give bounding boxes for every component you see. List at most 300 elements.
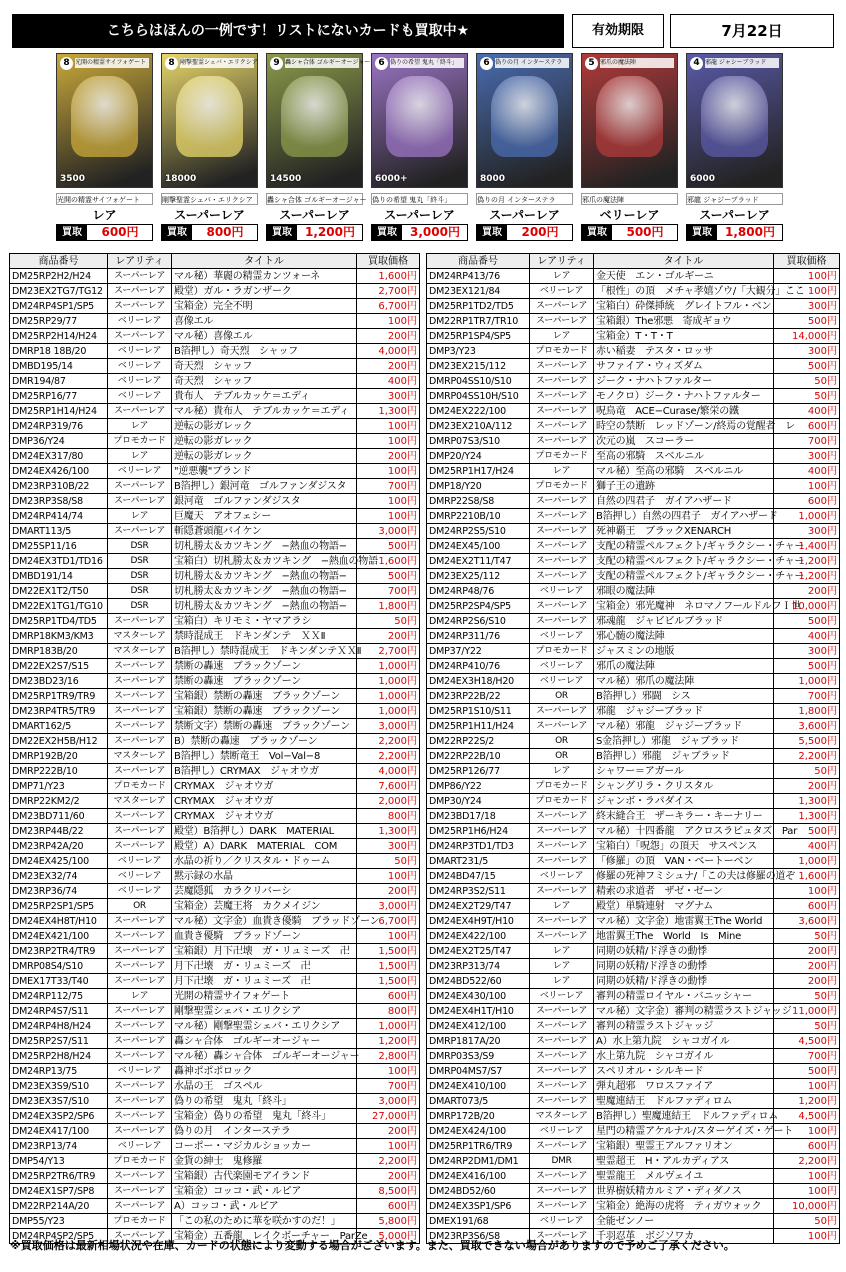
rarity: マスターレア: [108, 794, 172, 809]
table-row: [10, 629, 420, 644]
table-row: [427, 689, 840, 704]
product-code: DMP37/Y22: [427, 644, 530, 659]
rarity: スーパーレア: [108, 1019, 172, 1034]
product-code: DMRP04SS10H/S10: [427, 389, 530, 404]
card-title: 邪眼の魔法陣: [594, 584, 774, 599]
rarity: DSR: [108, 584, 172, 599]
rarity: スーパーレア: [108, 284, 172, 299]
buy-price: 3,000円: [357, 899, 420, 914]
card-title: 同期の妖精/ド浮きの動悸: [594, 959, 774, 974]
card-title: 宝箱金）絶海の虎将 ティガウォック: [594, 1199, 774, 1214]
product-code: DM23BD17/18: [427, 809, 530, 824]
card-title: 同期の妖精/ド浮きの動悸: [594, 944, 774, 959]
card-title: 禁断の轟速 ブラックゾーン: [172, 674, 357, 689]
card-title: B箔押し）銀河竜 ゴルファンダジスタ: [172, 479, 357, 494]
table-row: [10, 914, 420, 929]
header-code: 商品番号: [427, 254, 530, 269]
product-code: DM24RP2S5/S10: [427, 524, 530, 539]
table-row: [10, 284, 420, 299]
rarity: ベリーレア: [108, 359, 172, 374]
product-code: DM25RP29/77: [10, 314, 108, 329]
table-row: [10, 689, 420, 704]
table-row: [427, 1214, 840, 1229]
card-title: サファイア・ウィズダム: [594, 359, 774, 374]
buy-price: 3,000円: [357, 524, 420, 539]
rarity: レア: [530, 959, 594, 974]
product-code: DMRP07S3/S10: [427, 434, 530, 449]
product-code: DM22RP22B/10: [427, 749, 530, 764]
card-title: 宝箱金）芸魔王将 カクメイジン: [172, 899, 357, 914]
buy-price: 300円: [774, 449, 840, 464]
product-code: DM24BD52/60: [427, 1184, 530, 1199]
table-row: [10, 764, 420, 779]
rarity: スーパーレア: [108, 524, 172, 539]
rarity: プロモカード: [530, 644, 594, 659]
card-rarity: レア: [92, 208, 117, 222]
card-name: 偽りの月 インターステラ: [476, 193, 573, 205]
rarity: スーパーレア: [108, 674, 172, 689]
product-code: DM25RP1SP4/SP5: [427, 329, 530, 344]
product-code: DM24EX3SP1/SP6: [427, 1199, 530, 1214]
card-image-title: 轟シャ合体 ゴルギーオージャー: [285, 59, 371, 66]
rarity: スーパーレア: [108, 404, 172, 419]
featured-cards: [56, 53, 796, 243]
rarity: スーパーレア: [530, 554, 594, 569]
table-row: [427, 959, 840, 974]
buy-price: 2,200円: [774, 749, 840, 764]
buy-price: 14,000円: [774, 329, 840, 344]
buy-price: 2,000円: [357, 794, 420, 809]
card-title: 切札勝太＆カツキング −熱血の物語−: [172, 584, 357, 599]
table-row: [10, 1064, 420, 1079]
card-rarity: スーパーレア: [384, 208, 455, 222]
buy-price: 1,000円: [357, 704, 420, 719]
featured-card: [686, 53, 783, 243]
table-row: [427, 569, 840, 584]
buy-price: 8,500円: [357, 1184, 420, 1199]
buy-price: 50円: [774, 389, 840, 404]
table-row: [427, 599, 840, 614]
card-rarity: ベリーレア: [599, 208, 660, 222]
buy-price: 700円: [357, 479, 420, 494]
card-rarity: スーパーレア: [279, 208, 350, 222]
price-value: 1,800円: [725, 225, 775, 239]
card-title: B箔押し）自然の四君子 ガイアハザード: [594, 509, 774, 524]
buy-price: 200円: [357, 359, 420, 374]
card-title: 月下卍壊 ガ・リュミーズ 卍: [172, 974, 357, 989]
buy-price: 600円: [357, 989, 420, 1004]
rarity: スーパーレア: [108, 1079, 172, 1094]
table-row: [10, 269, 420, 284]
product-code: DM22EX2S7/S15: [10, 659, 108, 674]
card-title: 支配の精霊ペルフェクト/ギャラクシー・チャー: [594, 554, 774, 569]
rarity: スーパーレア: [108, 974, 172, 989]
card-title: マル秘）華麗の精霊カンツォーネ: [172, 269, 357, 284]
table-row: [427, 824, 840, 839]
table-row: [427, 1079, 840, 1094]
buy-price: 1,200円: [774, 554, 840, 569]
table-row: [10, 824, 420, 839]
buy-price: 600円: [774, 899, 840, 914]
buy-price: 300円: [774, 644, 840, 659]
card-title: B箔押し）奇天烈 シャッフ: [172, 344, 357, 359]
card-title: マル秘）喜像エル: [172, 329, 357, 344]
product-code: DM25RP1TR9/TR9: [10, 689, 108, 704]
table-row: [10, 1019, 420, 1034]
card-title: 「根性」の頂 メチャ孝嬉ゾウ/「大観分」ここ: [594, 284, 774, 299]
table-row: [427, 1184, 840, 1199]
price-value: 1,200円: [305, 225, 355, 239]
product-code: DM24RP3TD1/TD3: [427, 839, 530, 854]
table-row: [427, 1199, 840, 1214]
buy-price: 100円: [357, 314, 420, 329]
card-title: 邪魂龍 ジャビビルブラッド: [594, 614, 774, 629]
table-row: [10, 1169, 420, 1184]
rarity: スーパーレア: [530, 854, 594, 869]
product-code: DM24RP4S7/S11: [10, 1004, 108, 1019]
buy-price: 100円: [357, 464, 420, 479]
product-code: DM23RP3S6/S8: [427, 1229, 530, 1244]
price-list-right: [426, 253, 840, 1244]
price-list-left: [9, 253, 420, 1244]
table-row: [10, 644, 420, 659]
product-code: DM24BD47/15: [427, 869, 530, 884]
featured-card: [581, 53, 678, 243]
product-code: DMP18/Y20: [427, 479, 530, 494]
rarity: スーパーレア: [530, 809, 594, 824]
rarity: DSR: [108, 554, 172, 569]
card-title: 芸魔隠狐 カラクリバーシ: [172, 884, 357, 899]
buy-price: 200円: [357, 449, 420, 464]
table-row: [10, 1109, 420, 1124]
rarity: スーパーレア: [108, 269, 172, 284]
featured-card: [266, 53, 371, 243]
card-title: 偽りの月 インターステラ: [172, 1124, 357, 1139]
rarity: スーパーレア: [108, 659, 172, 674]
buy-price: 500円: [357, 569, 420, 584]
product-code: DMP71/Y23: [10, 779, 108, 794]
buy-price: 600円: [774, 1139, 840, 1154]
rarity: DMR: [530, 1154, 594, 1169]
card-title: 聖霊龍王 メルヴェイユ: [594, 1169, 774, 1184]
card-title: B箔押し）聖魔連結王 ドルファディロム: [594, 1109, 774, 1124]
rarity: スーパーレア: [530, 404, 594, 419]
price-value: 800円: [206, 225, 244, 239]
rarity: プロモカード: [530, 779, 594, 794]
card-title: 金天使 エン・ゴルギーニ: [594, 269, 774, 284]
rarity: ベリーレア: [108, 1139, 172, 1154]
rarity: レア: [530, 764, 594, 779]
table-row: [10, 1154, 420, 1169]
card-title: マル秘）十四番龍 アクロスラピュタズ Par: [594, 824, 774, 839]
rarity: スーパーレア: [530, 914, 594, 929]
product-code: DM25RP1H6/H24: [427, 824, 530, 839]
table-row: [10, 974, 420, 989]
table-row: [10, 1214, 420, 1229]
card-title: 水晶の祈り／クリスタル・ドゥーム: [172, 854, 357, 869]
table-row: [427, 419, 840, 434]
buy-price: 4,000円: [357, 344, 420, 359]
card-title: 銀河竜 ゴルファンダジスタ: [172, 494, 357, 509]
buy-price: 200円: [774, 974, 840, 989]
table-row: [427, 329, 840, 344]
rarity: レア: [530, 944, 594, 959]
buy-price: 800円: [357, 809, 420, 824]
card-title: マル秘）文字金）血貴き優騎 ブラッドゾーン: [172, 914, 357, 929]
rarity: スーパーレア: [530, 1049, 594, 1064]
table-row: [10, 779, 420, 794]
header-price: 買取価格: [774, 254, 840, 269]
card-title: 奇天烈 シャッフ: [172, 374, 357, 389]
buy-price: 1,000円: [357, 689, 420, 704]
rarity: スーパーレア: [530, 539, 594, 554]
card-title: 宝箱白）キリモミ・ヤマアラシ: [172, 614, 357, 629]
buy-price: 1,200円: [357, 1034, 420, 1049]
card-image-title: 邪龍 ジャシーブラッド: [705, 58, 779, 68]
rarity: ベリーレア: [108, 464, 172, 479]
rarity: DSR: [108, 599, 172, 614]
card-title: 逆転の影ガレック: [172, 419, 357, 434]
buy-price: 500円: [774, 614, 840, 629]
product-code: DMRP183B/20: [10, 644, 108, 659]
table-row: [10, 1094, 420, 1109]
table-row: [10, 614, 420, 629]
buy-price: 200円: [357, 329, 420, 344]
card-image: [686, 53, 783, 188]
rarity: スーパーレア: [108, 689, 172, 704]
card-title: 支配の精霊ペルフェクト/ギャラクシー・チャー: [594, 569, 774, 584]
product-code: DM24RP4SP1/SP5: [10, 299, 108, 314]
price-value: 3,000円: [410, 225, 460, 239]
card-title: マル秘）至高の邪騎 スベルニル: [594, 464, 774, 479]
card-title: 逆転の影ガレック: [172, 434, 357, 449]
buy-price: 1,600円: [357, 269, 420, 284]
rarity: プロモカード: [530, 479, 594, 494]
product-code: DM23RP42A/20: [10, 839, 108, 854]
buy-price: 300円: [774, 344, 840, 359]
table-row: [10, 794, 420, 809]
card-cost: 8: [60, 57, 73, 70]
product-code: DM23EX2TG7/TG12: [10, 284, 108, 299]
buy-price: 800円: [357, 1004, 420, 1019]
table-row: [10, 854, 420, 869]
product-code: DM24RP410/76: [427, 659, 530, 674]
rarity: DSR: [108, 539, 172, 554]
buy-price: 300円: [774, 299, 840, 314]
product-code: DM24EX4H1T/H10: [427, 1004, 530, 1019]
buy-price: 50円: [774, 764, 840, 779]
rarity: スーパーレア: [108, 839, 172, 854]
card-title: 精索の求道者 ザゼ・ゼーン: [594, 884, 774, 899]
buy-price: 600円: [774, 494, 840, 509]
product-code: DM24RP48/76: [427, 584, 530, 599]
table-row: [10, 869, 420, 884]
card-title: 血貴き優騎 ブラッドゾーン: [172, 929, 357, 944]
table-row: [427, 719, 840, 734]
rarity: スーパーレア: [108, 944, 172, 959]
buy-price: 700円: [774, 1049, 840, 1064]
rarity: スーパーレア: [530, 929, 594, 944]
card-title: 同期の妖精/ド浮きの動悸: [594, 974, 774, 989]
product-code: DM25RP1TD2/TD5: [427, 299, 530, 314]
buy-price: 1,000円: [357, 674, 420, 689]
buy-price: 400円: [357, 374, 420, 389]
product-code: DM24EX2T29/T47: [427, 899, 530, 914]
rarity: スーパーレア: [108, 299, 172, 314]
table-row: [10, 1034, 420, 1049]
card-title: 審判の精霊ラストジャッジ: [594, 1019, 774, 1034]
product-code: DM23BD23/16: [10, 674, 108, 689]
product-code: DM25SP11/16: [10, 539, 108, 554]
buy-price: 50円: [357, 854, 420, 869]
product-code: DM23EX210A/112: [427, 419, 530, 434]
card-power: 18000: [165, 174, 197, 184]
buy-price: 50円: [774, 1214, 840, 1229]
product-code: DM25RP16/77: [10, 389, 108, 404]
card-cost: 9: [270, 57, 283, 70]
card-image: [371, 53, 468, 188]
buy-price: 2,200円: [357, 749, 420, 764]
product-code: DM25RP1TD4/TD5: [10, 614, 108, 629]
buy-price: 300円: [357, 389, 420, 404]
rarity: スーパーレア: [530, 509, 594, 524]
buy-price: 100円: [357, 494, 420, 509]
card-rarity: スーパーレア: [174, 208, 245, 222]
card-title: 宝箱銀）月下卍壊 ガ・リュミーズ 卍: [172, 944, 357, 959]
rarity: スーパーレア: [530, 494, 594, 509]
buy-price: 500円: [774, 314, 840, 329]
card-title: B箔押し）禁時混成王 ドキンダンテＸＸⅡ: [172, 644, 357, 659]
table-row: [10, 299, 420, 314]
card-figure: [281, 76, 348, 157]
buy-price: 200円: [774, 779, 840, 794]
table-row: [10, 539, 420, 554]
buy-price: 1,300円: [357, 824, 420, 839]
card-title: ジャスミンの地版: [594, 644, 774, 659]
product-code: DM25RP2SP4/SP5: [427, 599, 530, 614]
table-header-row: [10, 254, 420, 269]
product-code: DM22EX1TG1/TG10: [10, 599, 108, 614]
rarity: ベリーレア: [530, 629, 594, 644]
table-row: [427, 884, 840, 899]
rarity: スーパーレア: [530, 1064, 594, 1079]
buy-price: 2,700円: [357, 644, 420, 659]
table-row: [427, 764, 840, 779]
buy-price: 6,700円: [357, 299, 420, 314]
card-title: 宝箱白）砕傑挿統 グレイトフル・ベン: [594, 299, 774, 314]
header-rarity: レアリティ: [530, 254, 594, 269]
card-title: マル秘）邪爪の魔法陣: [594, 674, 774, 689]
rarity: スーパーレア: [108, 494, 172, 509]
product-code: DMEX17T33/T40: [10, 974, 108, 989]
card-title: 偽りの希望 鬼丸「終斗」: [172, 1094, 357, 1109]
product-code: DM25RP2H14/H24: [10, 329, 108, 344]
price-label: 買取: [687, 225, 717, 240]
card-title: 呪鳥竜 ACE−Curase/繁栄の鐵: [594, 404, 774, 419]
table-row: [427, 704, 840, 719]
card-title: 地雷翼王The World Is Mine: [594, 929, 774, 944]
product-code: DM24EX430/100: [427, 989, 530, 1004]
table-row: [10, 509, 420, 524]
card-title: モノクロ）ジーク・ナハトファルター: [594, 389, 774, 404]
rarity: スーパーレア: [108, 614, 172, 629]
card-title: 水晶の王 ゴスペル: [172, 1079, 357, 1094]
buy-price: 1,400円: [774, 539, 840, 554]
card-title: 至高の邪騎 スベルニル: [594, 449, 774, 464]
product-code: DM22RP1TR7/TR10: [427, 314, 530, 329]
table-row: [427, 629, 840, 644]
product-code: DM24RP2DM1/DM1: [427, 1154, 530, 1169]
table-row: [427, 1139, 840, 1154]
card-title: 審判の精霊ロイヤル・バニッシャー: [594, 989, 774, 1004]
buy-price: 200円: [357, 884, 420, 899]
header: [12, 14, 834, 48]
card-image: [161, 53, 258, 188]
card-title: 水上第九院 シャコガイル: [594, 1049, 774, 1064]
rarity: スーパーレア: [108, 479, 172, 494]
buy-price: 100円: [357, 1139, 420, 1154]
card-title: 剛撃聖霊シェバ・エリクシア: [172, 1004, 357, 1019]
buy-price: 700円: [774, 689, 840, 704]
card-title: 宝箱銀）聖霊王アルファリオン: [594, 1139, 774, 1154]
expiry-label: 有効期限: [572, 14, 664, 48]
table-row: [427, 449, 840, 464]
rarity: スーパーレア: [530, 389, 594, 404]
buy-price: 2,700円: [357, 284, 420, 299]
product-code: DMRP18KM3/KM3: [10, 629, 108, 644]
product-code: DM24RP112/75: [10, 989, 108, 1004]
table-row: [427, 974, 840, 989]
rarity: スーパーレア: [108, 734, 172, 749]
rarity: レア: [530, 464, 594, 479]
product-code: DMRP192B/20: [10, 749, 108, 764]
card-title: 星門の精霊アケルナル/スターゲイズ・ゲート: [594, 1124, 774, 1139]
product-code: DM23EX3S7/S10: [10, 1094, 108, 1109]
product-code: DM24EX3TD1/TD16: [10, 554, 108, 569]
rarity: スーパーレア: [108, 959, 172, 974]
rarity: レア: [530, 974, 594, 989]
card-title: 宝箱白）「呪怨」の頂天 サスペンス: [594, 839, 774, 854]
product-code: DMRP2210B/10: [427, 509, 530, 524]
buy-price: 500円: [774, 659, 840, 674]
card-title: 修羅の死神フミシュナ/「この夫は修羅の道ぞ: [594, 869, 774, 884]
price-label: 買取: [582, 225, 612, 240]
product-code: DM23BD711/60: [10, 809, 108, 824]
card-title: 貴布人 テブルカッケ＝エディ: [172, 389, 357, 404]
price-value: 600円: [101, 225, 139, 239]
product-code: DM24EX1SP7/SP8: [10, 1184, 108, 1199]
product-code: DM23RP2TR4/TR9: [10, 944, 108, 959]
table-row: [427, 464, 840, 479]
card-title: 光開の精霊サイフォゲート: [172, 989, 357, 1004]
product-code: DM24EX424/100: [427, 1124, 530, 1139]
card-title: マル秘）轟シャ合体 ゴルギーオージャー: [172, 1049, 357, 1064]
buy-price: 1,800円: [357, 599, 420, 614]
table-row: [10, 404, 420, 419]
rarity: スーパーレア: [108, 704, 172, 719]
buy-price: 5,500円: [774, 734, 840, 749]
product-code: DM24EX412/100: [427, 1019, 530, 1034]
product-code: DM24RP3S2/S11: [427, 884, 530, 899]
table-row: [10, 749, 420, 764]
product-code: DM23EX121/84: [427, 284, 530, 299]
table-row: [427, 734, 840, 749]
rarity: スーパーレア: [530, 359, 594, 374]
product-code: DM23EX32/74: [10, 869, 108, 884]
card-title: 切札勝太＆カツキング −熱血の物語−: [172, 539, 357, 554]
product-code: DM24RP2S6/S10: [427, 614, 530, 629]
product-code: DM25RP1TR6/TR9: [427, 1139, 530, 1154]
